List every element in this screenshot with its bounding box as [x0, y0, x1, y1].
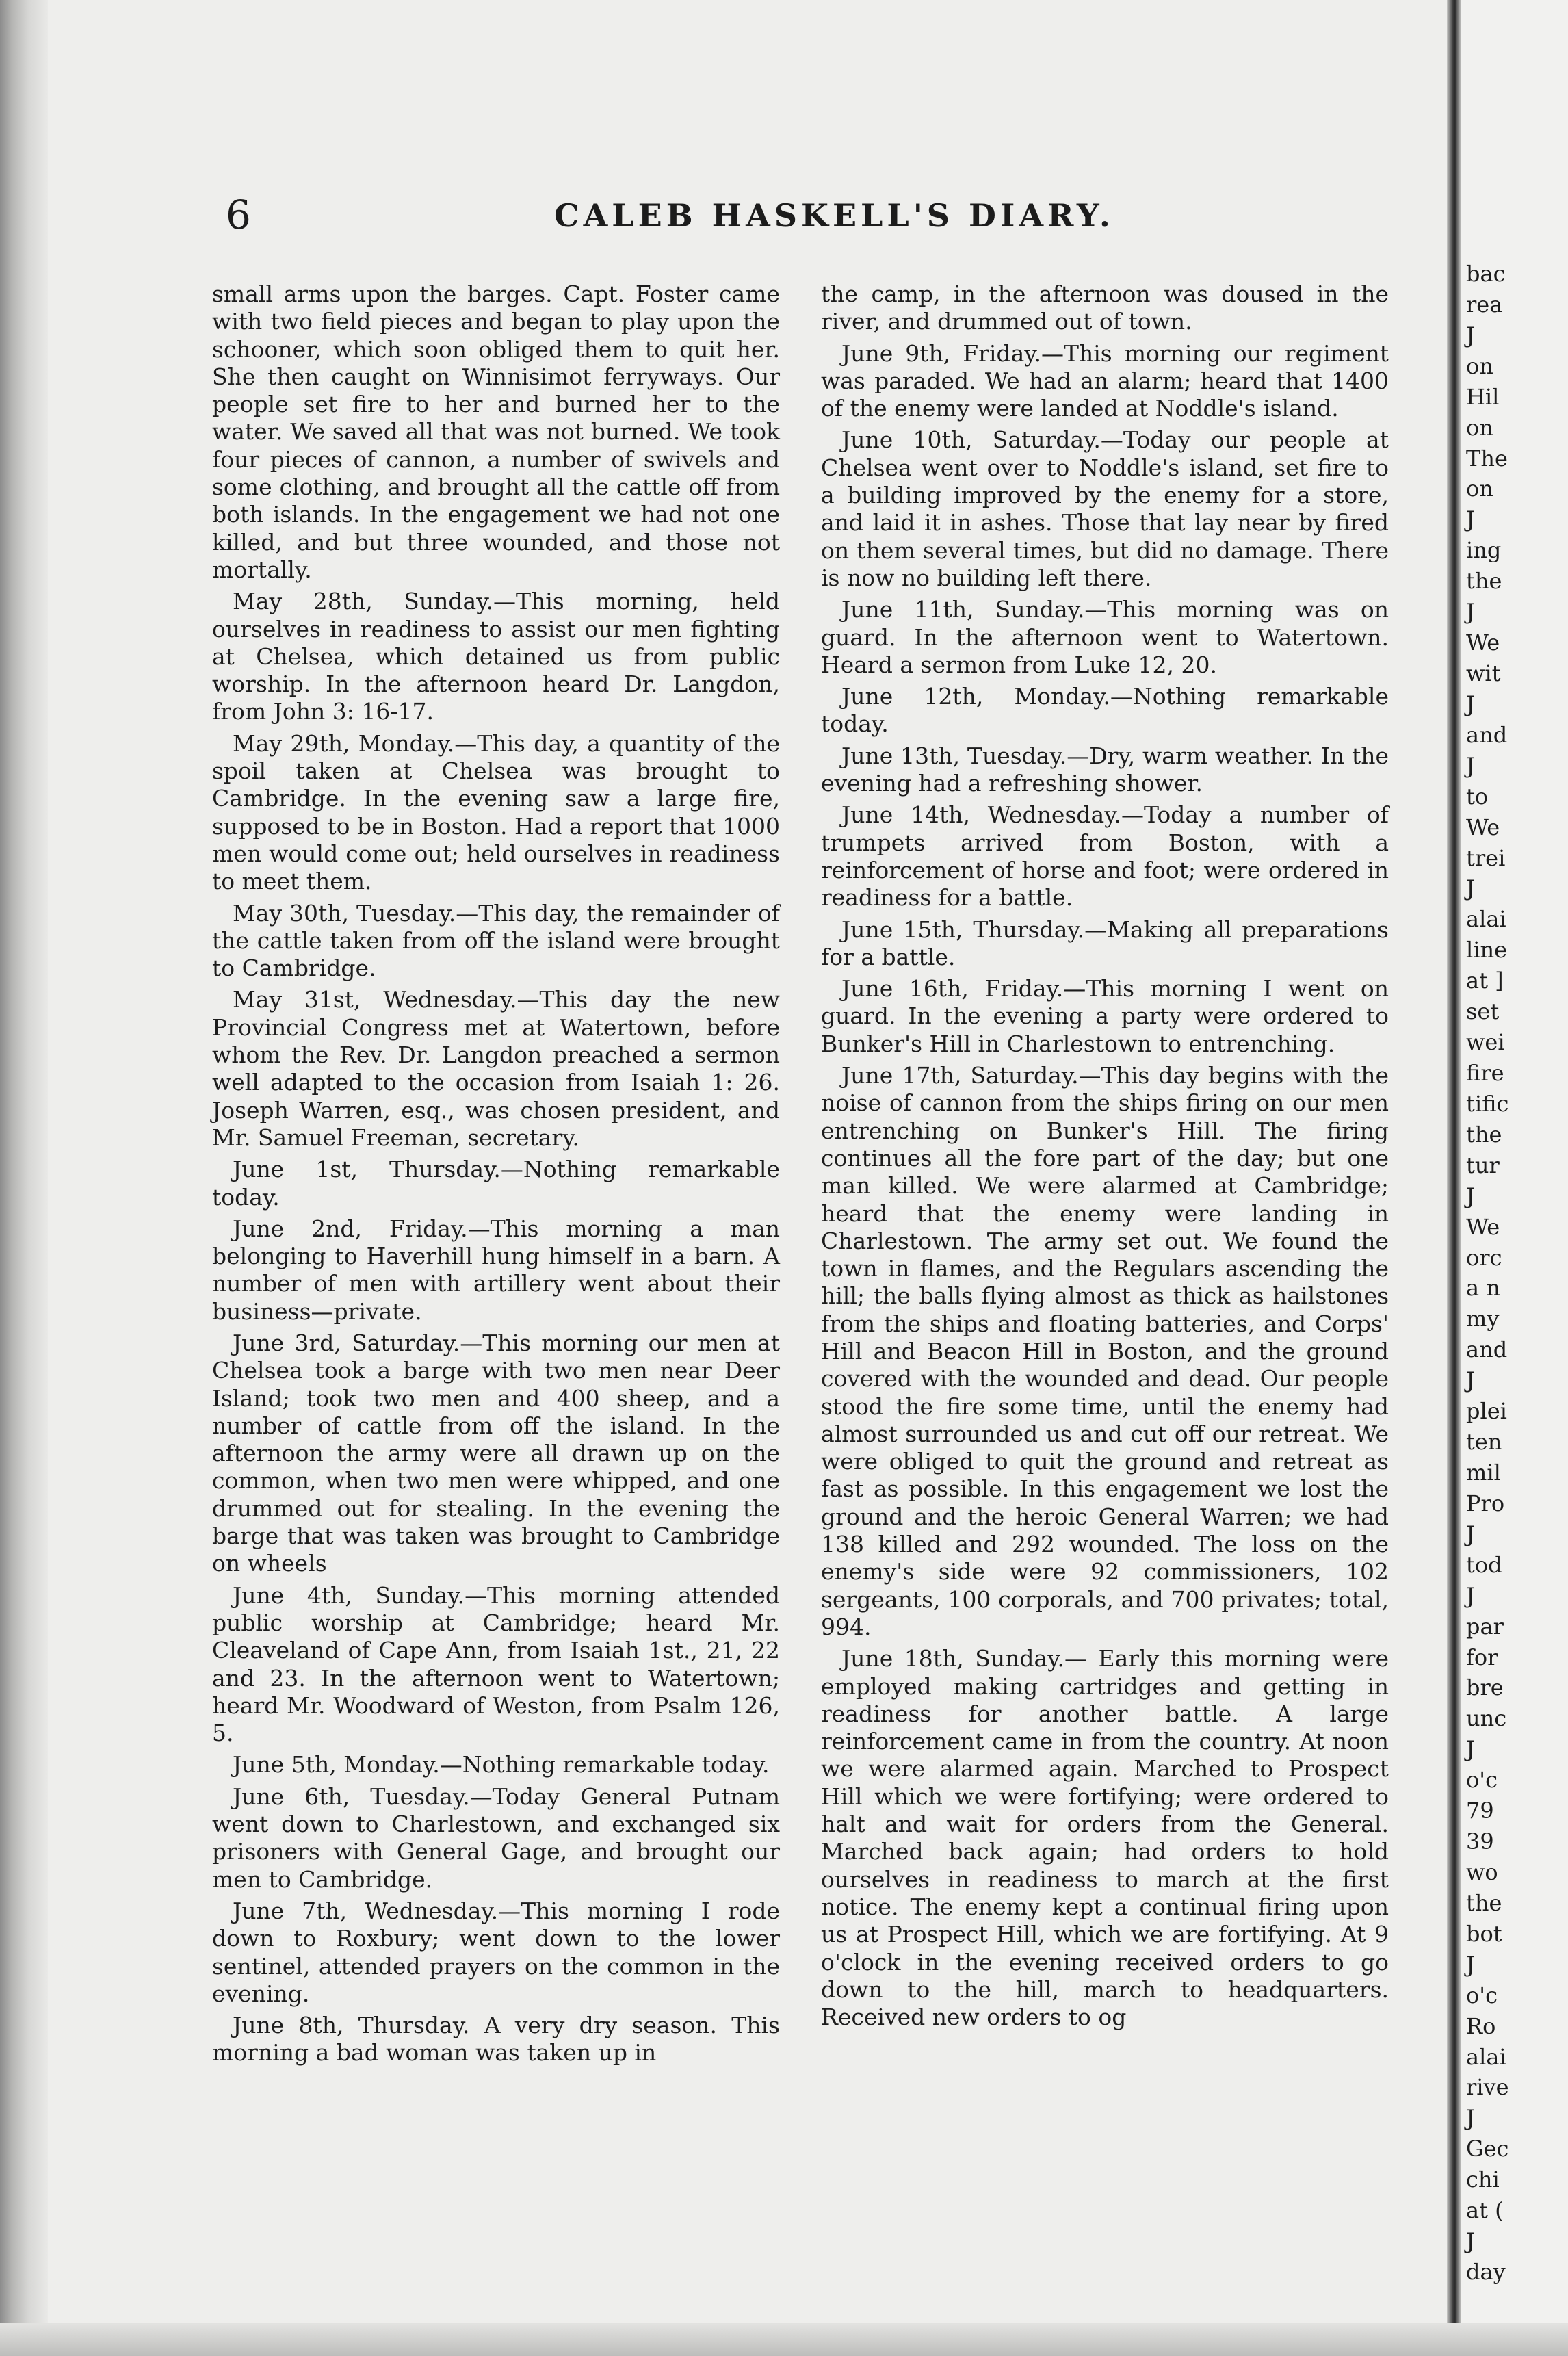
diary-paragraph: small arms upon the barges. Capt. Foster came with two field pieces and began to play upon the schooner, which soon obliged them to quit her. She then caught on Winnisimot ferryways. Our people set fire to her and burned her to the water. We saved all that was not burned. We took four pieces of cannon, a number of swivels and some clothing, and brought all the cattle off from both islands. In the engagement we had not one killed, and but three wounded, and those not mortally. [212, 281, 780, 583]
diary-paragraph: June 17th, Saturday.—This day begins with the noise of cannon from the ships firing on our men entrenching on Bunker's Hill. The firing continues all the fore part of the day; but one man killed. We were alarmed at Cambridge; heard that the enemy were landing in Charlestown. The army set out. We found the town in flames, and the Regulars ascending the hill; the balls flying almost as thick as hailstones from the ships and floating batteries, and Corps' Hill and Beacon Hill in Boston, and the ground covered with the wounded and dead. Our people stood the fire some time, until the enemy had almost surrounded us and cut off our retreat. We were obliged to quit the ground and retreat as fast as possible. In this engagement we lost the ground and the heroic General Warren; we had 138 killed and 292 wounded. The loss on the enemy's side were 92 commissioners, 102 sergeants, 100 corporals, and 700 privates; total, 994. [821, 1062, 1389, 1640]
facing-page-fragment: 79 [1466, 1798, 1494, 1824]
facing-page-fragment: the [1466, 568, 1502, 594]
diary-paragraph: June 3rd, Saturday.—This morning our men at Chelsea took a barge with two men near Deer Island; took two men and 400 sheep, and a number of cattle from off the island. In the afternoon the army were all drawn up on the common, when two men were whipped, and one drummed out for stealing. In the evening the barge that was taken was brought to Cambridge on wheels [212, 1329, 780, 1577]
diary-paragraph: May 31st, Wednesday.—This day the new Provincial Congress met at Watertown, before whom the Rev. Dr. Langdon preached a sermon well adapted to the occasion from Isaiah 1: 26. Joseph Warren, esq., was chosen president, and Mr. Samuel Freeman, secretary. [212, 986, 780, 1151]
diary-paragraph: June 16th, Friday.—This morning I went on guard. In the evening a party were ordered to Bunker's Hill in Charlestown to entrenching. [821, 975, 1389, 1057]
facing-page-fragment: bac [1466, 261, 1506, 287]
facing-page-fragment: J [1466, 1521, 1475, 1547]
facing-page-fragment: mil [1466, 1460, 1501, 1486]
facing-page-fragment: the [1466, 1890, 1502, 1916]
facing-page-fragment: wo [1466, 1859, 1498, 1885]
diary-paragraph: June 8th, Thursday. A very dry season. This morning a bad woman was taken up in [212, 2012, 780, 2067]
facing-page-fragment: and [1466, 722, 1508, 748]
facing-page-fragment: Gec [1466, 2136, 1509, 2162]
facing-page-fragment: J [1466, 1583, 1475, 1609]
facing-page-fragment: J [1466, 691, 1475, 717]
diary-paragraph: June 1st, Thursday.—Nothing remarkable today. [212, 1156, 780, 1211]
facing-page-fragment: line [1466, 937, 1508, 963]
facing-page-fragment: J [1466, 753, 1475, 779]
facing-page-fragment: on [1466, 476, 1493, 502]
facing-page-fragment: We [1466, 1214, 1500, 1240]
facing-page-fragment: to [1466, 784, 1489, 810]
facing-page-fragment: on [1466, 415, 1493, 441]
facing-page-fragment: unc [1466, 1705, 1507, 1731]
facing-page-fragment: rea [1466, 292, 1503, 318]
diary-paragraph: June 5th, Monday.—Nothing remarkable today. [233, 1751, 770, 1778]
diary-paragraph: June 6th, Tuesday.—Today General Putnam went down to Charlestown, and exchanged six prisoners with General Gage, and brought our men to Cambridge. [212, 1783, 780, 1893]
facing-page-fragment: We [1466, 630, 1500, 656]
page-bottom-edge [0, 2323, 1568, 2356]
facing-page-fragment: J [1466, 322, 1475, 348]
diary-paragraph: the camp, in the afternoon was doused in the river, and drummed out of town. [821, 281, 1389, 335]
facing-page-fragment: ing [1466, 537, 1502, 563]
facing-page-fragment: my [1466, 1306, 1500, 1332]
facing-page-fragment: Hil [1466, 384, 1500, 410]
facing-page-fragment: J [1466, 1367, 1475, 1393]
diary-paragraph: June 4th, Sunday.—This morning attended public worship at Cambridge; heard Mr. Cleaveland of Cape Ann, from Isaiah 1st., 21, 22 and 23. In the afternoon went to Watertown; heard Mr. Woodward of Weston, from Psalm 126, 5. [212, 1581, 780, 1747]
diary-paragraph: June 14th, Wednesday.—Today a number of trumpets arrived from Boston, with a reinforcement of horse and foot; were ordered in readiness for a battle. [821, 801, 1389, 911]
facing-page-fragment: J [1466, 599, 1475, 625]
facing-page-fragment: alai [1466, 2044, 1506, 2070]
diary-paragraph: June 12th, Monday.—Nothing remarkable today. [821, 683, 1389, 738]
facing-page-fragment: at ] [1466, 968, 1504, 994]
facing-page-fragment: orc [1466, 1245, 1502, 1271]
facing-page-fragment: 39 [1466, 1828, 1494, 1854]
facing-page [1461, 0, 1568, 2356]
page-header [0, 192, 1568, 246]
facing-page-fragment: J [1466, 875, 1475, 901]
facing-page-fragment: wei [1466, 1029, 1505, 1055]
facing-page-fragment: The [1466, 445, 1508, 471]
facing-page-fragment: the [1466, 1122, 1502, 1148]
book-spine-shadow [0, 0, 48, 2356]
running-title: CALEB HASKELL'S DIARY. [554, 197, 1114, 234]
diary-paragraph: June 13th, Tuesday.—Dry, warm weather. In the evening had a refreshing shower. [821, 742, 1389, 797]
facing-page-fragment: for [1466, 1644, 1498, 1670]
book-gutter [1447, 0, 1461, 2356]
diary-paragraph: May 30th, Tuesday.—This day, the remainder of the cattle taken from off the island were brought to Cambridge. [212, 899, 780, 982]
diary-paragraph: May 28th, Sunday.—This morning, held ourselves in readiness to assist our men fighting at Chelsea, which detained us from public worship. In the afternoon heard Dr. Langdon, from John 3: 16-17. [212, 588, 780, 725]
diary-paragraph: June 9th, Friday.—This morning our regiment was paraded. We had an alarm; heard that 1400 of the enemy were landed at Noddle's island. [821, 339, 1389, 422]
facing-page-fragment: bre [1466, 1674, 1504, 1700]
facing-page-fragment: J [1466, 1736, 1475, 1762]
facing-page-fragment: o'c [1466, 1982, 1498, 2008]
facing-page-fragment: Ro [1466, 2013, 1496, 2039]
diary-paragraph: June 2nd, Friday.—This morning a man belonging to Haverhill hung himself in a barn. A number of men with artillery went about their business—private. [212, 1215, 780, 1325]
page-number: 6 [226, 192, 252, 238]
facing-page-fragment: tur [1466, 1152, 1500, 1178]
diary-paragraph: June 18th, Sunday.— Early this morning were employed making cartridges and getting in readiness for another battle. A large reinforcement came in from the country. At noon we were alarmed again. Marched to Prospect Hill which we were fortifying; were ordered to halt and wait for orders from the General. Marched back again; had orders to hold ourselves in readiness to march at the first notice. The enemy kept a continual firing upon us at Prospect Hill, which we are fortifying. At 9 o'clock in the evening received orders to go down to the hill, march to headquarters. Received new orders to og [821, 1645, 1389, 2031]
right-text-column [821, 281, 1389, 2035]
left-text-column [212, 281, 780, 2071]
facing-page-fragment: and [1466, 1336, 1508, 1362]
facing-page-fragment: J [1466, 2105, 1475, 2131]
facing-page-fragment: day [1466, 2259, 1506, 2285]
diary-paragraph: June 7th, Wednesday.—This morning I rode down to Roxbury; went down to the lower sentinel, attended prayers on the common in the evening. [212, 1897, 780, 2007]
facing-page-fragment: bot [1466, 1921, 1502, 1947]
facing-page-fragment: tific [1466, 1091, 1509, 1117]
facing-page-fragment: fire [1466, 1060, 1504, 1086]
facing-page-fragment: par [1466, 1614, 1504, 1640]
facing-page-fragment: Pro [1466, 1490, 1505, 1516]
facing-page-fragment: trei [1466, 845, 1506, 871]
facing-page-fragment: J [1466, 1183, 1475, 1209]
facing-page-fragment: ten [1466, 1429, 1502, 1455]
facing-page-fragment: rive [1466, 2074, 1509, 2100]
facing-page-fragment: o'c [1466, 1767, 1498, 1793]
facing-page-fragment: J [1466, 2228, 1475, 2254]
facing-page-fragment: wit [1466, 660, 1501, 686]
facing-page-fragment: J [1466, 506, 1475, 532]
facing-page-fragment: plei [1466, 1398, 1507, 1424]
diary-paragraph: June 10th, Saturday.—Today our people at Chelsea went over to Noddle's island, set fire to a building improved by the enemy for a store, and laid it in ashes. Those that lay near by fired on them several times, but did no damage. There is now no building left there. [821, 426, 1389, 591]
facing-page-fragment: on [1466, 353, 1493, 379]
diary-paragraph: June 11th, Sunday.—This morning was on guard. In the afternoon went to Watertown. Heard a sermon from Luke 12, 20. [821, 596, 1389, 678]
facing-page-fragment: alai [1466, 906, 1506, 932]
facing-page-fragment: set [1466, 998, 1500, 1024]
facing-page-fragment: J [1466, 1952, 1475, 1978]
facing-page-fragment: We [1466, 814, 1500, 840]
facing-page-fragment: chi [1466, 2166, 1500, 2192]
diary-paragraph: May 29th, Monday.—This day, a quantity of the spoil taken at Chelsea was brought to Cambridge. In the evening saw a large fire, supposed to be in Boston. Had a report that 1000 men would come out; held ourselves in readiness to meet them. [212, 729, 780, 895]
facing-page-fragment: tod [1466, 1552, 1502, 1578]
facing-page-fragment: at ( [1466, 2197, 1504, 2223]
facing-page-fragment: a n [1466, 1275, 1500, 1301]
diary-paragraph: June 15th, Thursday.—Making all preparations for a battle. [821, 916, 1389, 970]
